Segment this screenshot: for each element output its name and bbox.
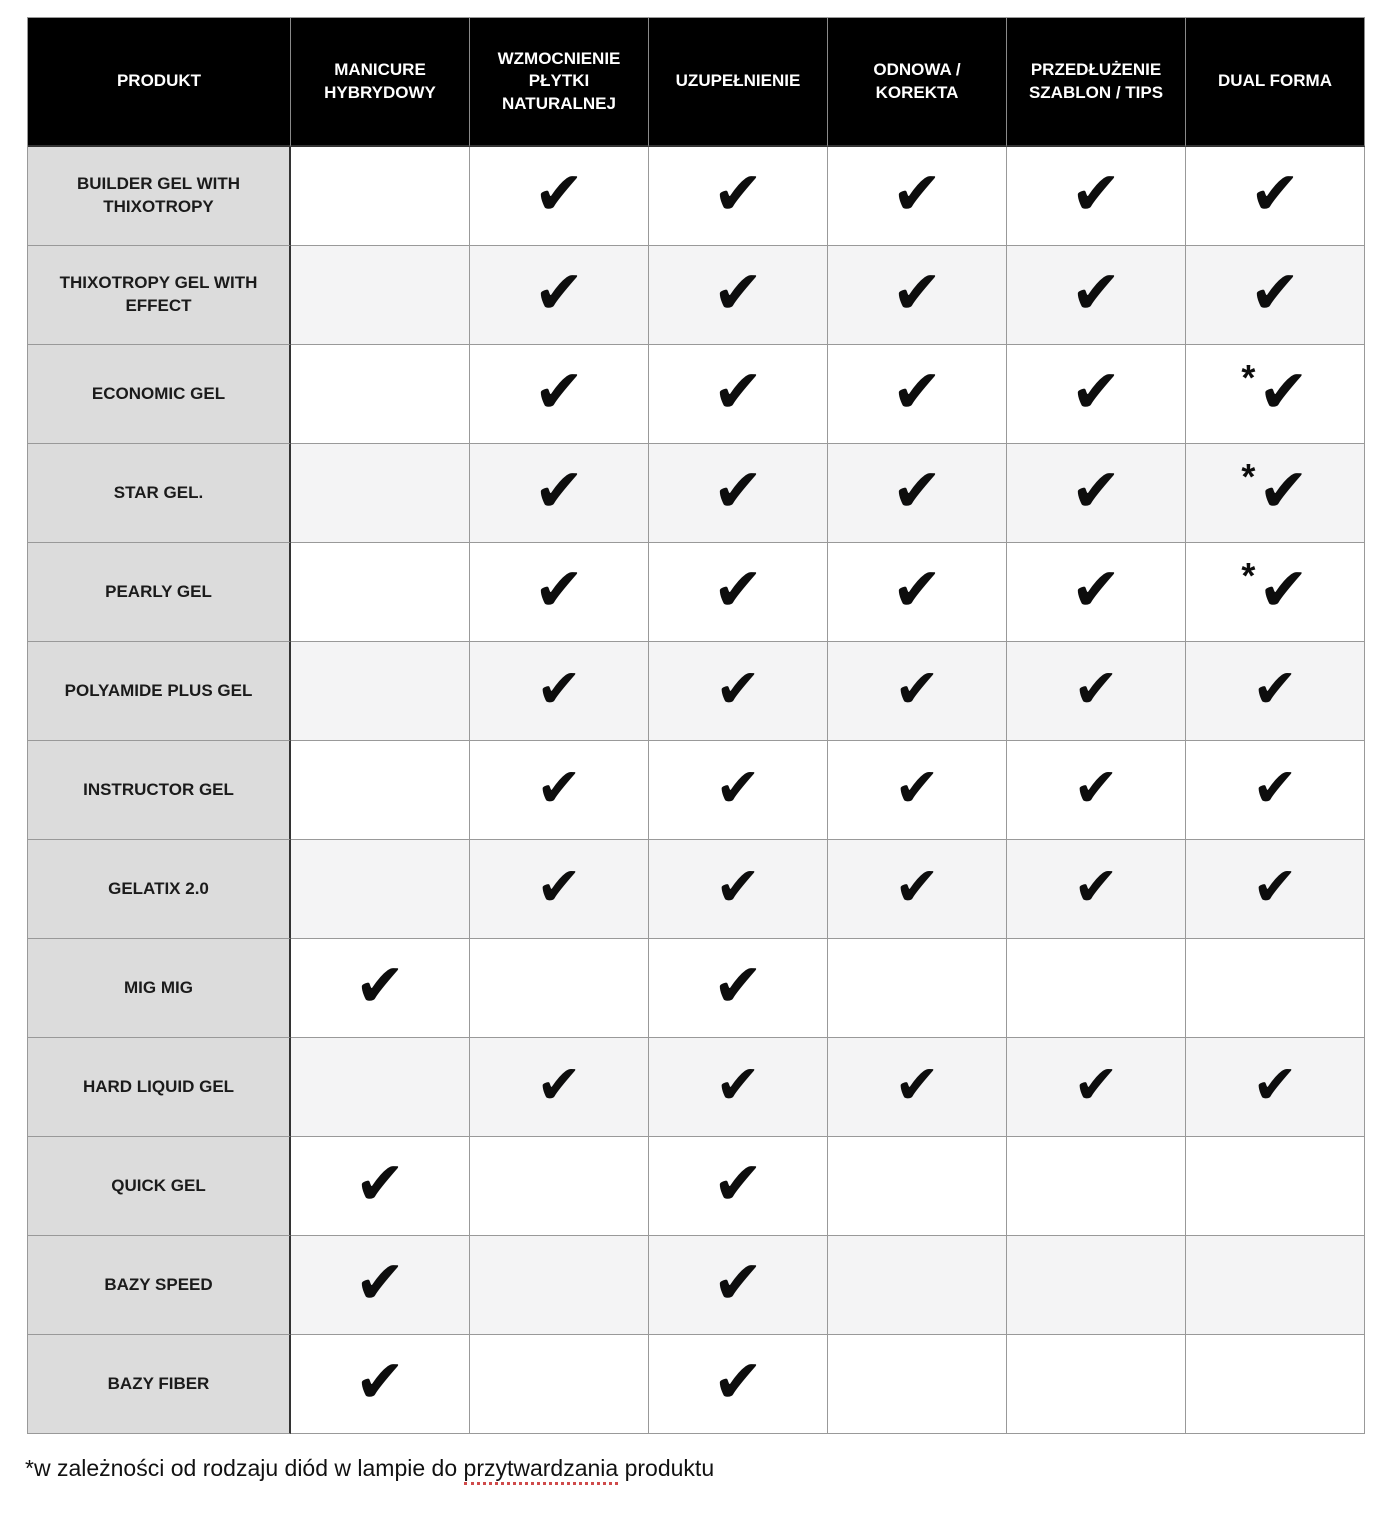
check-icon: ✔ — [712, 160, 764, 227]
check-icon: ✔ — [712, 952, 764, 1019]
check-cell — [649, 1335, 828, 1434]
product-name-cell: STAR GEL. — [28, 444, 291, 543]
product-name-cell: PEARLY GEL — [28, 543, 291, 642]
check-icon: ✔ — [712, 1348, 764, 1415]
check-cell — [649, 543, 828, 642]
check-cell — [828, 1038, 1007, 1137]
asterisk-icon: * — [1241, 555, 1256, 596]
check-cell — [470, 444, 649, 543]
check-cell — [1186, 1236, 1365, 1335]
check-icon: ✔ — [712, 1150, 764, 1217]
check-icon: ✔ — [1073, 659, 1119, 719]
check-icon: ✔ — [1070, 259, 1122, 326]
check-icon: ✔ — [1252, 857, 1298, 917]
check-cell — [1007, 246, 1186, 345]
check-icon: ✔ — [715, 758, 761, 818]
check-icon: ✔ — [1249, 259, 1301, 326]
check-cell — [470, 1137, 649, 1236]
check-cell — [470, 246, 649, 345]
product-name-cell: HARD LIQUID GEL — [28, 1038, 291, 1137]
check-icon: ✔ — [712, 1249, 764, 1316]
check-icon: ✔ — [1073, 857, 1119, 917]
check-cell — [828, 642, 1007, 741]
product-name-cell: THIXOTROPY GEL WITH EFFECT — [28, 246, 291, 345]
check-icon: ✔ — [1070, 160, 1122, 227]
column-header-2: WZMOCNIENIE PŁYTKI NATURALNEJ — [470, 18, 649, 147]
column-header-5: PRZEDŁUŻENIE SZABLON / TIPS — [1007, 18, 1186, 147]
check-cell — [470, 939, 649, 1038]
product-comparison-table — [27, 17, 1365, 1434]
check-icon: ✔ — [891, 259, 943, 326]
check-cell — [828, 147, 1007, 246]
check-cell — [291, 939, 470, 1038]
column-header-4: ODNOWA / KOREKTA — [828, 18, 1007, 147]
check-cell — [649, 840, 828, 939]
check-cell — [649, 444, 828, 543]
check-cell — [1186, 1137, 1365, 1236]
check-cell — [291, 1038, 470, 1137]
check-cell — [470, 642, 649, 741]
check-icon: ✔ — [1258, 556, 1309, 623]
footnote-misspelled-word: przytwardzania — [464, 1455, 619, 1485]
product-name-cell: ECONOMIC GEL — [28, 345, 291, 444]
check-icon: ✔ — [891, 358, 943, 425]
check-icon: ✔ — [1258, 457, 1309, 524]
check-cell — [649, 1236, 828, 1335]
check-icon: ✔ — [891, 556, 943, 623]
check-icon: ✔ — [894, 1055, 940, 1115]
check-icon: ✔ — [533, 556, 585, 623]
check-icon: ✔ — [894, 857, 940, 917]
check-cell — [649, 642, 828, 741]
check-cell — [1007, 147, 1186, 246]
product-name-cell: BAZY SPEED — [28, 1236, 291, 1335]
check-icon: ✔ — [715, 659, 761, 719]
check-icon: ✔ — [891, 457, 943, 524]
check-icon: ✔ — [354, 1348, 406, 1415]
check-cell — [828, 840, 1007, 939]
check-cell — [649, 345, 828, 444]
check-icon: ✔ — [712, 259, 764, 326]
check-cell — [291, 147, 470, 246]
check-cell — [470, 345, 649, 444]
check-cell — [828, 1236, 1007, 1335]
check-cell — [1186, 147, 1365, 246]
check-cell — [1186, 345, 1365, 444]
check-cell — [1007, 1137, 1186, 1236]
check-icon: ✔ — [1249, 160, 1301, 227]
check-cell — [1007, 1038, 1186, 1137]
check-cell — [828, 444, 1007, 543]
check-cell — [828, 1335, 1007, 1434]
check-icon: ✔ — [1252, 758, 1298, 818]
check-icon: ✔ — [712, 556, 764, 623]
check-icon: ✔ — [1252, 659, 1298, 719]
check-cell — [1186, 840, 1365, 939]
check-cell — [1007, 1236, 1186, 1335]
check-cell — [1007, 1335, 1186, 1434]
check-cell — [1007, 543, 1186, 642]
product-name-cell: GELATIX 2.0 — [28, 840, 291, 939]
check-cell — [291, 741, 470, 840]
check-icon: ✔ — [536, 1055, 582, 1115]
check-cell — [828, 246, 1007, 345]
check-icon: ✔ — [536, 758, 582, 818]
check-cell — [1007, 840, 1186, 939]
check-cell — [291, 444, 470, 543]
check-icon: ✔ — [1258, 358, 1309, 425]
column-header-produkt: PRODUKT — [28, 18, 291, 147]
check-cell — [291, 246, 470, 345]
check-cell — [828, 741, 1007, 840]
check-icon: ✔ — [715, 857, 761, 917]
check-cell — [291, 543, 470, 642]
check-cell — [1007, 642, 1186, 741]
check-icon: ✔ — [354, 952, 406, 1019]
check-cell — [649, 741, 828, 840]
check-cell — [291, 345, 470, 444]
asterisk-icon: * — [1241, 357, 1256, 398]
check-cell — [649, 939, 828, 1038]
check-icon: ✔ — [894, 659, 940, 719]
check-cell — [828, 345, 1007, 444]
check-cell — [1007, 444, 1186, 543]
check-cell — [291, 642, 470, 741]
check-cell — [470, 147, 649, 246]
check-icon: ✔ — [1252, 1055, 1298, 1115]
column-header-1: MANICURE HYBRYDOWY — [291, 18, 470, 147]
column-header-6: DUAL FORMA — [1186, 18, 1365, 147]
check-cell — [1186, 246, 1365, 345]
check-icon: ✔ — [891, 160, 943, 227]
check-cell — [1186, 1335, 1365, 1434]
check-icon: ✔ — [354, 1249, 406, 1316]
check-cell — [649, 147, 828, 246]
product-name-cell: BAZY FIBER — [28, 1335, 291, 1434]
check-icon: ✔ — [533, 259, 585, 326]
footnote — [25, 1455, 714, 1482]
check-icon: ✔ — [1070, 457, 1122, 524]
check-cell — [291, 1335, 470, 1434]
product-name-cell: QUICK GEL — [28, 1137, 291, 1236]
check-cell — [470, 543, 649, 642]
check-icon: ✔ — [1073, 1055, 1119, 1115]
check-cell — [1007, 345, 1186, 444]
check-cell — [828, 543, 1007, 642]
check-cell — [291, 1236, 470, 1335]
asterisk-icon: * — [1241, 456, 1256, 497]
check-icon: ✔ — [354, 1150, 406, 1217]
check-cell — [649, 1038, 828, 1137]
check-icon: ✔ — [712, 457, 764, 524]
check-cell — [649, 1137, 828, 1236]
check-icon: ✔ — [894, 758, 940, 818]
check-cell — [1007, 939, 1186, 1038]
footnote-prefix: *w zależności od rodzaju diód w lampie do — [25, 1455, 464, 1481]
check-icon: ✔ — [536, 857, 582, 917]
check-icon: ✔ — [715, 1055, 761, 1115]
check-icon: ✔ — [533, 457, 585, 524]
product-name-cell: BUILDER GEL WITH THIXOTROPY — [28, 147, 291, 246]
check-cell — [1186, 543, 1365, 642]
check-icon: ✔ — [536, 659, 582, 719]
check-cell — [1007, 741, 1186, 840]
column-header-3: UZUPEŁNIENIE — [649, 18, 828, 147]
check-cell — [291, 840, 470, 939]
check-cell — [828, 939, 1007, 1038]
check-cell — [1186, 444, 1365, 543]
check-cell — [470, 741, 649, 840]
check-cell — [828, 1137, 1007, 1236]
check-cell — [470, 1236, 649, 1335]
check-cell — [291, 1137, 470, 1236]
product-name-cell: POLYAMIDE PLUS GEL — [28, 642, 291, 741]
check-cell — [1186, 1038, 1365, 1137]
check-icon: ✔ — [1073, 758, 1119, 818]
check-cell — [1186, 741, 1365, 840]
check-cell — [470, 840, 649, 939]
check-icon: ✔ — [533, 358, 585, 425]
check-cell — [649, 246, 828, 345]
check-icon: ✔ — [1070, 358, 1122, 425]
check-icon: ✔ — [712, 358, 764, 425]
check-cell — [470, 1335, 649, 1434]
product-name-cell: MIG MIG — [28, 939, 291, 1038]
check-icon: ✔ — [1070, 556, 1122, 623]
product-name-cell: INSTRUCTOR GEL — [28, 741, 291, 840]
check-cell — [1186, 642, 1365, 741]
check-cell — [470, 1038, 649, 1137]
check-icon: ✔ — [533, 160, 585, 227]
check-cell — [1186, 939, 1365, 1038]
footnote-suffix: produktu — [618, 1455, 715, 1481]
